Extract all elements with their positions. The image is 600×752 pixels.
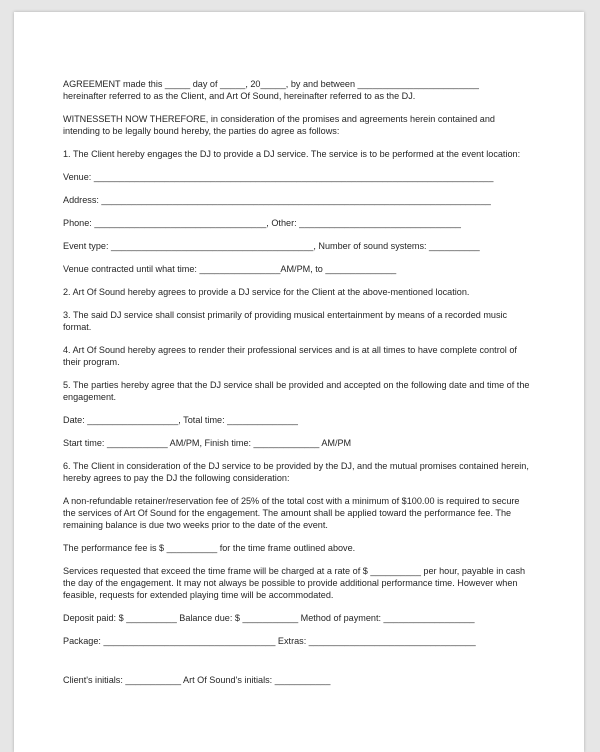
clause-5-line-1: 5. The parties hereby agree that the DJ service shall be provided and accepted on the following date and time of the xyxy=(63,380,530,390)
intro-line-2: hereinafter referred to as the Client, and Art Of Sound, hereinafter referred to as the DJ. xyxy=(63,91,416,101)
retainer-line-2: the services of Art Of Sound for the engagement. The amount shall be applied toward the performance fee. The xyxy=(63,508,512,518)
clause-3-line-1: 3. The said DJ service shall consist primarily of providing musical entertainment by means of a recorded music xyxy=(63,310,508,320)
venue-time-field: Venue contracted until what time: ________________AM/PM, to ______________ xyxy=(63,264,397,274)
intro-paragraph xyxy=(63,78,540,102)
witness-paragraph xyxy=(63,113,540,137)
phone-field: Phone: __________________________________, Other: ________________________________ xyxy=(63,218,461,228)
clause-5 xyxy=(63,379,540,403)
retainer-line-1: A non-refundable retainer/reservation fee of 25% of the total cost with a minimum of $100.00 is required to secure xyxy=(63,496,520,506)
extra-time-line-1: Services requested that exceed the time frame will be charged at a rate of $ __________ per hour, payable in cash xyxy=(63,566,526,576)
clause-4-line-1: 4. Art Of Sound hereby agrees to render their professional services and is at all times to have complete control of xyxy=(63,345,517,355)
spacer xyxy=(63,658,540,674)
extra-time-line-3: feasible, requests for extended playing time will be accommodated. xyxy=(63,590,334,600)
document-page xyxy=(14,12,584,752)
date-field: Date: __________________, Total time: ______________ xyxy=(63,415,298,425)
clause-2: 2. Art Of Sound hereby agrees to provide a DJ service for the Client at the above-mentioned location. xyxy=(63,287,470,297)
retainer-paragraph xyxy=(63,495,540,531)
clause-4 xyxy=(63,344,540,368)
initials-field: Client's initials: ___________ Art Of Sound's initials: ___________ xyxy=(63,675,331,685)
clause-1: 1. The Client hereby engages the DJ to provide a DJ service. The service is to be performed at the event location: xyxy=(63,149,521,159)
clause-3-line-2: format. xyxy=(63,322,92,332)
agreement-body xyxy=(63,78,540,697)
time-field: Start time: ____________ AM/PM, Finish time: _____________ AM/PM xyxy=(63,438,352,448)
clause-6 xyxy=(63,460,540,484)
event-type-field: Event type: ________________________________________, Number of sound systems: __________ xyxy=(63,241,480,251)
extra-time-paragraph xyxy=(63,565,540,601)
deposit-field: Deposit paid: $ __________ Balance due: $ ___________ Method of payment: __________________ xyxy=(63,613,475,623)
performance-fee: The performance fee is $ __________ for the time frame outlined above. xyxy=(63,543,356,553)
intro-line-1: AGREEMENT made this _____ day of _____, 20_____, by and between ________________________ xyxy=(63,79,479,89)
clause-4-line-2: their program. xyxy=(63,357,120,367)
clause-6-line-2: hereby agrees to pay the DJ the following consideration: xyxy=(63,473,290,483)
retainer-line-3: remaining balance is due two weeks prior to the date of the event. xyxy=(63,520,328,530)
package-field: Package: __________________________________ Extras: _________________________________ xyxy=(63,636,476,646)
clause-6-line-1: 6. The Client in consideration of the DJ service to be provided by the DJ, and the mutual promises contained herein, xyxy=(63,461,529,471)
clause-3 xyxy=(63,309,540,333)
clause-5-line-2: engagement. xyxy=(63,392,117,402)
witness-line-2: intending to be legally bound hereby, the parties do agree as follows: xyxy=(63,126,340,136)
venue-field: Venue: _______________________________________________________________________________ xyxy=(63,172,494,182)
address-field: Address: _____________________________________________________________________________ xyxy=(63,195,491,205)
witness-line-1: WITNESSETH NOW THEREFORE, in consideration of the promises and agreements herein contained and xyxy=(63,114,495,124)
extra-time-line-2: the day of the engagement. It may not always be possible to provide additional performance time. However when xyxy=(63,578,518,588)
